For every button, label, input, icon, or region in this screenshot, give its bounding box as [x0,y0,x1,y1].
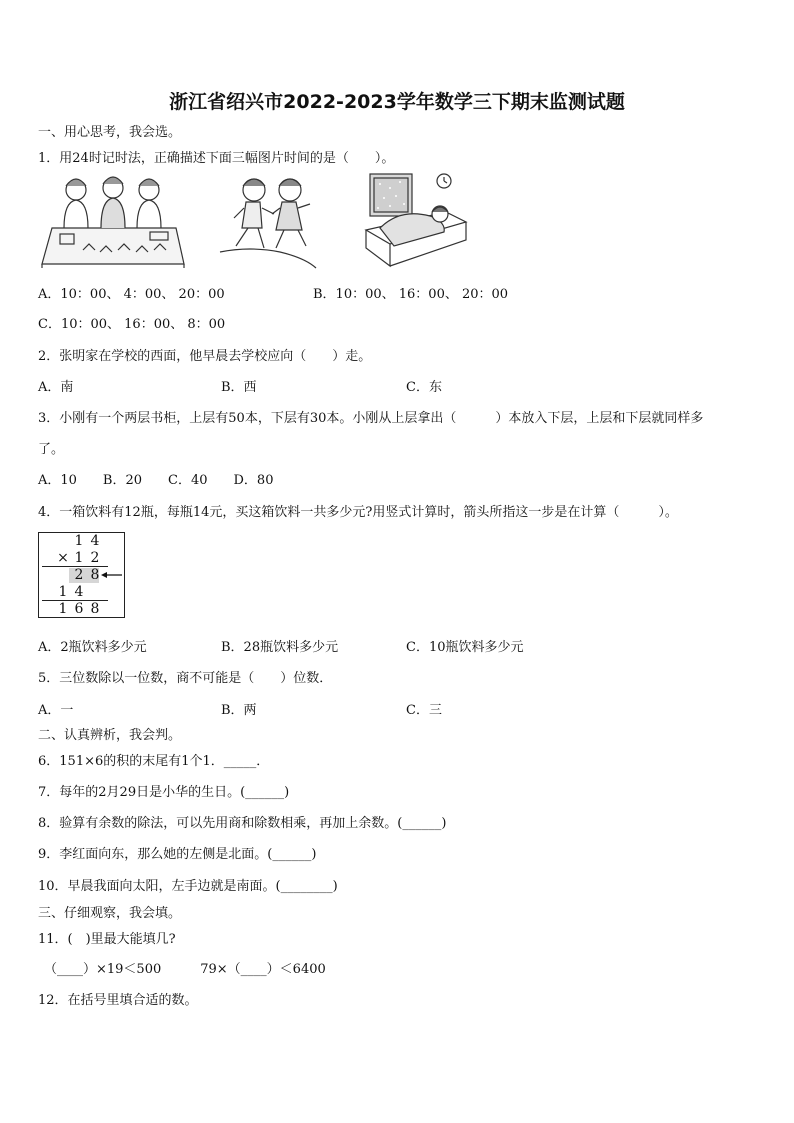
calc-digit: 2 [90,550,100,566]
question-4-option-a[interactable]: A．2瓶饮料多少元 [38,640,147,655]
page-title: 浙江省绍兴市2022-2023学年数学三下期末监测试题 [169,91,625,113]
question-12-text: 12．在括号里填合适的数。 [38,993,198,1008]
question-3-text: 3．小刚有一个两层书柜，上层有50本，下层有30本。小刚从上层拿出（ ）本放入下层，上层和下层就同样多 [38,411,704,426]
calc-digit: 8 [90,567,100,583]
question-11-blanks: （____）×19＜500 79×（____）＜6400 [44,962,326,977]
question-4-text: 4．一箱饮料有12瓶，每瓶14元，买这箱饮料一共多少元?用竖式计算时，箭头所指这一步是在计算（ ）。 [38,505,678,520]
vertical-multiplication [38,532,125,618]
question-4-option-c[interactable]: C．10瓶饮料多少元 [406,640,524,655]
arrow-left-icon [101,570,123,580]
question-5-option-a[interactable]: A．一 [38,703,74,718]
question-2-option-b[interactable]: B．西 [221,380,257,395]
calc-digit: 1 [58,601,68,617]
kids-running-illustration [218,172,318,270]
question-11-text: 11．( )里最大能填几? [38,932,176,947]
question-3-text-continued: 了。 [38,442,65,457]
calc-digit: 1 [74,533,84,549]
question-1-option-b[interactable]: B．10：00、 16：00、 20：00 [313,287,509,302]
question-2-option-c[interactable]: C．东 [406,380,442,395]
question-2-text: 2．张明家在学校的西面，他早晨去学校应向（ ）走。 [38,349,372,364]
question-10-text: 10．早晨我面向太阳，左手边就是南面。(________) [38,879,338,894]
section-heading-3: 三、仔细观察，我会填。 [38,906,182,921]
question-5-option-c[interactable]: C．三 [406,703,442,718]
question-3-options[interactable]: A．10 B．20 C．40 D．80 [38,473,274,488]
multiply-sign: × [57,550,69,566]
child-sleeping-illustration [360,170,472,272]
question-1-option-c[interactable]: C．10：00、 16：00、 8：00 [38,317,226,332]
calc-digit: 8 [90,601,100,617]
calc-digit: 6 [74,601,84,617]
calc-digit: 1 [74,550,84,566]
question-5-option-b[interactable]: B．两 [221,703,257,718]
question-2-option-a[interactable]: A．南 [38,380,74,395]
calc-digit: 4 [74,584,84,600]
kids-crafting-illustration [38,172,188,270]
question-4-option-b[interactable]: B．28瓶饮料多少元 [221,640,339,655]
section-heading-1: 一、用心思考，我会选。 [38,125,182,140]
calc-digit: 1 [58,584,68,600]
question-9-text: 9．李红面向东，那么她的左侧是北面。(______) [38,847,317,862]
question-6-text: 6．151×6的积的末尾有1个1．_____． [38,754,270,769]
question-1-text: 1．用24时记时法，正确描述下面三幅图片时间的是（ ）。 [38,151,395,166]
question-8-text: 8．验算有余数的除法，可以先用商和除数相乘，再加上余数。(______) [38,816,447,831]
question-5-text: 5．三位数除以一位数，商不可能是（ ）位数． [38,671,333,686]
question-7-text: 7．每年的2月29日是小华的生日。(______) [38,785,290,800]
section-heading-2: 二、认真辨析，我会判。 [38,728,182,743]
question-1-option-a[interactable]: A．10：00、 4：00、 20：00 [38,287,225,302]
calc-digit: 4 [90,533,100,549]
calc-digit: 2 [74,567,84,583]
